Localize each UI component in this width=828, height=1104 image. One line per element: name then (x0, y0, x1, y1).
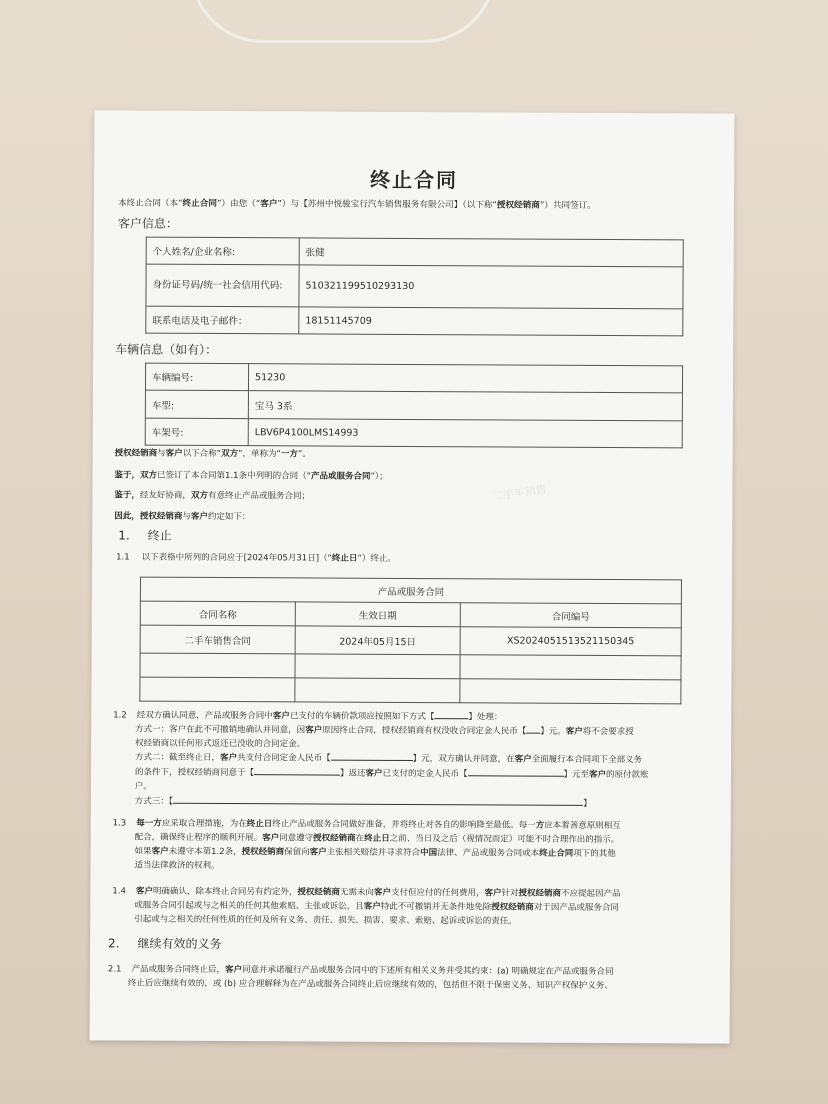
refund-date-blank[interactable] (254, 766, 340, 775)
term: 客户 (165, 448, 183, 459)
text: 与 (157, 448, 166, 459)
text: 经双方确认同意，产品或服务合同中 (136, 710, 273, 722)
text: 】元至 (563, 769, 590, 780)
clause-1-3-line (135, 845, 616, 860)
intro-term: 客户 (260, 199, 278, 210)
text: 对于因产品或服务合同 (533, 902, 619, 914)
field-value: LBV6P4100LMS14993 (248, 419, 682, 448)
clause-1-2-line (135, 751, 642, 766)
text: 经友好协商， (139, 490, 191, 501)
term: 客户 (589, 769, 607, 781)
term: 一方 (280, 449, 298, 460)
table-row (145, 363, 682, 393)
term: 授权经销商 (313, 833, 356, 844)
field-value: 510321199510293130 (299, 265, 683, 309)
customer-info-heading: 客户信息： (117, 216, 178, 231)
text: 】元，双方确认并同意，在 (412, 754, 515, 765)
term: 客户 (135, 886, 153, 897)
text: 全面履行本合同项下全部义务 (531, 754, 643, 766)
text: 法律、产品或服务合同或本 (437, 848, 540, 859)
table-cell (295, 654, 460, 679)
text: 特此不可撤销并无条件地免除 (380, 901, 492, 913)
clause-number: 1.3 (112, 818, 127, 829)
table-cell: 二手车销售合同 (140, 625, 295, 654)
text: 同意遵守 (279, 833, 314, 844)
text: 终止产品或服务合同做好准备，并将终止对各自的影响降至最低。每一 (272, 819, 536, 831)
text: 主张相关赔偿并寻求符合 (326, 847, 421, 859)
term: 客户 (151, 846, 169, 857)
clause-1-2-line (135, 795, 592, 809)
term: 授权经销商 (518, 888, 562, 899)
table-caption-row (140, 577, 681, 604)
field-label: 车型: (145, 390, 248, 419)
term: 双方 (140, 470, 158, 481)
recital-therefore (114, 509, 250, 522)
term: 双方 (221, 448, 239, 460)
contract-page (90, 110, 735, 1043)
section-2-heading (108, 934, 222, 952)
term: 客户 (220, 752, 238, 764)
text: 应本着善意原则相互 (544, 820, 621, 832)
intro-paragraph (118, 196, 596, 211)
contracts-table (139, 577, 682, 705)
text: 】返还 (339, 768, 366, 779)
text: 在 (355, 833, 365, 844)
clause-number: 1.4 (112, 886, 126, 897)
document-title: 终止合同 (370, 167, 459, 193)
text: 配合，确保终止程序的顺利开展。 (134, 832, 263, 844)
table-cell: 2024年05月15日 (295, 626, 460, 655)
term: 授权经销商 (114, 448, 158, 459)
field-label: 身份证号码/统一社会信用代码: (146, 264, 299, 307)
intro-term: 授权经销商 (496, 200, 540, 211)
text: 保留向 (284, 847, 310, 858)
section-1-heading (118, 526, 172, 543)
column-header: 合同名称 (140, 601, 295, 626)
charging-cable (190, 0, 496, 43)
term: 终止合同 (539, 848, 574, 859)
intro-text: ”）由您（“ (216, 198, 261, 210)
clause-1-2-line: 权经销商以任何形式返还已没收的合同定金。 (135, 738, 306, 750)
text: 产品或服务合同终止后， (131, 964, 226, 976)
text: 已签订了本合同第1.1条中列明的合同（“ (157, 470, 312, 482)
text: 原因终止合同，授权经销商有权没收合同定金人民币【 (322, 725, 527, 737)
term: 授权经销商 (491, 902, 534, 913)
table-cell (460, 679, 681, 704)
text: 将不会要求授 (582, 726, 634, 738)
table-cell (295, 678, 460, 703)
text: 不应提起因产品 (560, 888, 621, 900)
text: 如果 (134, 846, 152, 857)
method-three-blank[interactable] (173, 795, 583, 806)
text: 以下合称“ (182, 448, 222, 459)
text: 已支付的车辆价款项应按照如下方式【 (289, 711, 435, 723)
forfeit-amount-blank[interactable] (526, 725, 540, 734)
text: 与 (182, 511, 191, 522)
text: 方式二：截至终止日， (135, 752, 221, 763)
text: 有意终止产品或服务合同； (207, 490, 311, 502)
term: 每一方 (136, 818, 162, 829)
faded-stamp-watermark: 二手车销售 (491, 482, 548, 504)
text: 支付但应付的任何费用， (390, 887, 485, 899)
text: 同意并承诺履行产品或服务合同中的下述所有相关义务并受其约束：(a) 明确规定在产品或服务合同 (241, 965, 614, 978)
payment-method-blank[interactable] (434, 710, 468, 719)
term: 客户 (514, 754, 532, 765)
clause-2-1-line: 终止后应继续有效的，或 (b) 应合理解释为在产品或服务合同终止后应继续有效的，包括但不限于保密义务、知识产权保护义务、 (127, 978, 613, 992)
text: ”）； (370, 471, 388, 482)
intro-term: 终止合同 (182, 198, 217, 209)
text: 】处理： (468, 712, 503, 723)
term: 客户 (190, 511, 208, 522)
table-row (140, 625, 681, 656)
clause-1-3-line: 适当法律救济的权利。 (134, 860, 220, 871)
term: 鉴于， (114, 490, 140, 501)
clause-1-1 (116, 550, 396, 563)
table-row (145, 390, 682, 421)
deposit-amount-blank[interactable] (331, 752, 413, 761)
term: 客户 (272, 711, 290, 722)
text: 】 (583, 798, 592, 809)
term: 方 (535, 820, 545, 831)
clause-1-2-line: 户。 (134, 781, 152, 792)
field-value: 张健 (299, 238, 683, 267)
text: 明确确认，除本终止合同另有约定外， (152, 886, 298, 898)
term: 客户 (365, 768, 383, 779)
section-title: 终止 (147, 528, 172, 543)
column-header: 生效日期 (295, 602, 460, 627)
term: 终止日 (246, 819, 273, 830)
term: 双方 (190, 490, 208, 501)
vehicle-info-table (145, 363, 683, 449)
text: 约定如下： (207, 511, 251, 523)
text: ”，单称为“ (238, 449, 281, 460)
customer-info-table (145, 237, 684, 337)
text: 无需未向 (339, 887, 374, 898)
field-label: 联系电话及电子邮件： (146, 306, 299, 334)
clause-number: 1.2 (113, 710, 127, 721)
text: ”。 (297, 449, 311, 460)
section-title: 继续有效的义务 (137, 936, 222, 952)
clause-1-4-line (112, 884, 620, 899)
recital-parties (115, 446, 311, 459)
text: 的条件下，授权经销商同意于【 (134, 767, 255, 779)
table-cell: XS2024051513521150345 (460, 627, 681, 656)
text: 项下的其他 (573, 848, 616, 860)
clause-number: 1.1 (116, 552, 130, 563)
section-number: 2. (108, 936, 120, 951)
field-value: 宝马 3系 (248, 391, 682, 421)
text: 方式三：【 (134, 796, 174, 807)
table-header-row (140, 601, 681, 628)
table-row (146, 306, 683, 336)
text: 针对 (501, 888, 519, 899)
clause-1-2-line (135, 723, 634, 738)
field-value: 51230 (248, 364, 682, 393)
intro-text: ”）与【苏州中悦骏宝行汽车销售服务有限公司】（以下称“ (277, 199, 497, 211)
clause-number: 2.1 (107, 964, 122, 975)
table-cell (140, 677, 295, 702)
term: 客户 (305, 725, 323, 736)
text: 或服务合同引起或与之相关的任何其他索赔、主张或诉讼，且 (134, 900, 364, 912)
field-label: 个人姓名/企业名称: (146, 237, 299, 265)
term: 因此， (114, 511, 140, 522)
term: 授权经销商 (241, 847, 285, 858)
term: 授权经销商 (297, 887, 340, 898)
term: 终止日 (331, 553, 358, 564)
recital-whereas-2 (114, 488, 310, 501)
table-row (146, 237, 683, 267)
table-cell (460, 655, 681, 680)
column-header: 合同编号 (460, 603, 681, 628)
table-row (140, 653, 681, 680)
term: 客户 (224, 965, 243, 976)
term: 客户 (484, 888, 502, 899)
section-number: 1. (118, 528, 130, 543)
text: ”）终止。 (357, 553, 396, 564)
text: 】元。 (540, 726, 566, 737)
term: 客户 (309, 847, 327, 858)
table-row (145, 418, 682, 448)
text: 的原付款账 (606, 770, 649, 781)
text: 应采取合理措施，为在 (161, 818, 247, 830)
field-label: 车架号: (145, 418, 248, 446)
table-row (146, 264, 683, 309)
table-row (140, 677, 681, 704)
clause-2-1-line (108, 962, 614, 977)
term: 客户 (363, 901, 381, 912)
clause-1-2-line (113, 708, 502, 722)
clause-1-4-line (134, 899, 619, 914)
clause-1-3-line (113, 816, 621, 831)
text: 未遵守本第1.2条， (168, 846, 242, 858)
intro-text: 本终止合同（本“ (117, 198, 183, 209)
term: 客户 (262, 833, 280, 844)
term: 中国 (420, 848, 438, 859)
term: 鉴于， (114, 470, 141, 481)
clause-1-2-line (135, 766, 649, 781)
term: 产品或服务合同 (310, 471, 371, 482)
term: 终止日 (364, 833, 390, 844)
text: 方式一：客户在此不可撤销地确认并同意，因 (135, 724, 306, 736)
intro-text: ”）共同签订。 (539, 200, 596, 211)
vehicle-info-heading: 车辆信息（如有）： (115, 342, 218, 357)
text: 共支付合同定金人民币【 (237, 753, 331, 764)
clause-1-3-line (135, 831, 620, 846)
term: 授权经销商 (139, 511, 183, 522)
refund-amount-blank[interactable] (468, 767, 564, 777)
term: 客户 (373, 887, 391, 898)
text: 以下表格中所列的合同应于[2024年05月31日]（“ (141, 552, 332, 564)
text: 已支付的定金人民币【 (382, 768, 468, 780)
field-value: 18151145709 (299, 307, 683, 336)
recital-whereas-1 (115, 468, 388, 481)
table-cell (140, 653, 295, 678)
text: 之前、当日及之后（视情况而定）可能不时合理作出的指示。 (389, 833, 620, 846)
clause-1-4-line: 引起或与之相关的任何性质的任何及所有义务、责任、损失、损害、要求、索赔、起诉或诉讼的责任。 (134, 914, 517, 927)
field-label: 车辆编号: (145, 363, 248, 391)
term: 客户 (565, 726, 583, 737)
table-caption: 产品或服务合同 (140, 577, 681, 604)
